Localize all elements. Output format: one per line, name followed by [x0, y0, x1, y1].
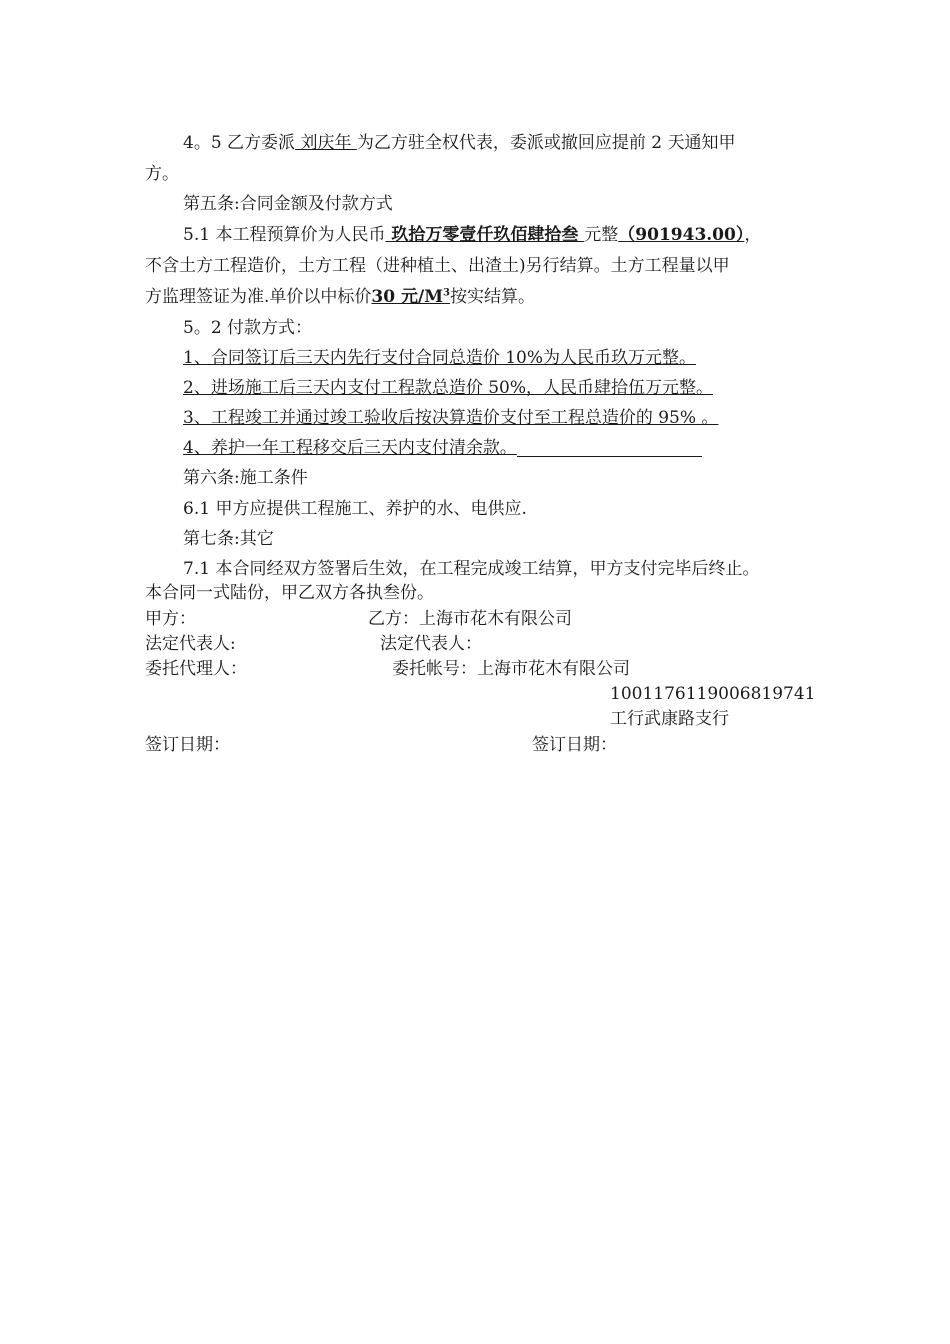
legal-rep-b: 法定代表人： — [380, 634, 482, 654]
representative-name: 刘庆年 — [295, 133, 357, 153]
article-7-title: 第七条:其它 — [183, 529, 274, 549]
clause-5-1-line3 — [145, 287, 535, 307]
article-6-title: 第六条:施工条件 — [183, 468, 308, 488]
party-a-label: 甲方： — [145, 609, 196, 629]
payment-item: 4、养护一年工程移交后三天内支付清余款。 — [183, 438, 517, 458]
unit-price — [371, 287, 450, 307]
clause-5-2-title: 5。2 付款方式： — [183, 318, 313, 338]
clause-5-1-line3-suffix: 按实结算。 — [449, 287, 535, 307]
legal-rep-a: 法定代表人: — [145, 634, 236, 654]
clause-4-5-cont: 方。 — [145, 164, 179, 184]
account-number: 1001176119006819741 — [610, 684, 816, 704]
clause-5-1-prefix: 5.1 本工程预算价为人民币 — [183, 225, 386, 245]
clause-4-5-prefix: 4。5 乙方委派 — [183, 133, 296, 153]
clause-5-1-line3-prefix: 方监理签证为准.单价以中标价 — [145, 287, 372, 307]
sign-date-b: 签订日期： — [532, 735, 617, 755]
amount-in-words: 玖拾万零壹仟玖佰肆拾叁 — [385, 225, 585, 245]
payment-item: 1、合同签订后三天内先行支付合同总造价 10%为人民币玖万元整。 — [183, 348, 697, 368]
agent-a: 委托代理人： — [145, 659, 247, 679]
payment-item: 3、工程竣工并通过竣工验收后按决算造价支付至工程总造价的 95% 。 — [183, 408, 719, 428]
unit-superscript: 3 — [443, 287, 450, 299]
payment-item: 2、进场施工后三天内支付工程款总造价 50%，人民币肆拾伍万元整。 — [183, 378, 714, 398]
account-b: 委托帐号：上海市花木有限公司 — [392, 659, 630, 679]
clause-4-5 — [183, 133, 735, 153]
party-b-label: 乙方：上海市花木有限公司 — [368, 609, 572, 629]
blank-underline — [517, 438, 702, 457]
clause-5-1-line2: 不含土方工程造价，土方工程（进种植土、出渣土)另行结算。土方工程量以甲 — [145, 256, 730, 276]
clause-7-1-cont: 本合同一式陆份，甲乙双方各执叁份。 — [145, 583, 434, 603]
unit-price-value: 30 元/M — [371, 287, 444, 307]
comma: ， — [744, 225, 762, 245]
payment-item-4 — [183, 438, 702, 458]
bank-name: 工行武康路支行 — [610, 709, 729, 729]
clause-7-1: 7.1 本合同经双方签署后生效，在工程完成竣工结算，甲方支付完毕后终止。 — [183, 559, 760, 579]
clause-5-1 — [183, 225, 761, 245]
article-5-title: 第五条:合同金额及付款方式 — [183, 194, 393, 214]
sign-date-a: 签订日期： — [145, 735, 230, 755]
clause-6-1: 6.1 甲方应提供工程施工、养护的水、电供应. — [183, 499, 527, 519]
amount-number: （901943.00） — [618, 225, 745, 245]
yuan-label: 元整 — [584, 225, 619, 245]
clause-4-5-suffix: 为乙方驻全权代表，委派或撤回应提前 2 天通知甲 — [356, 133, 736, 153]
